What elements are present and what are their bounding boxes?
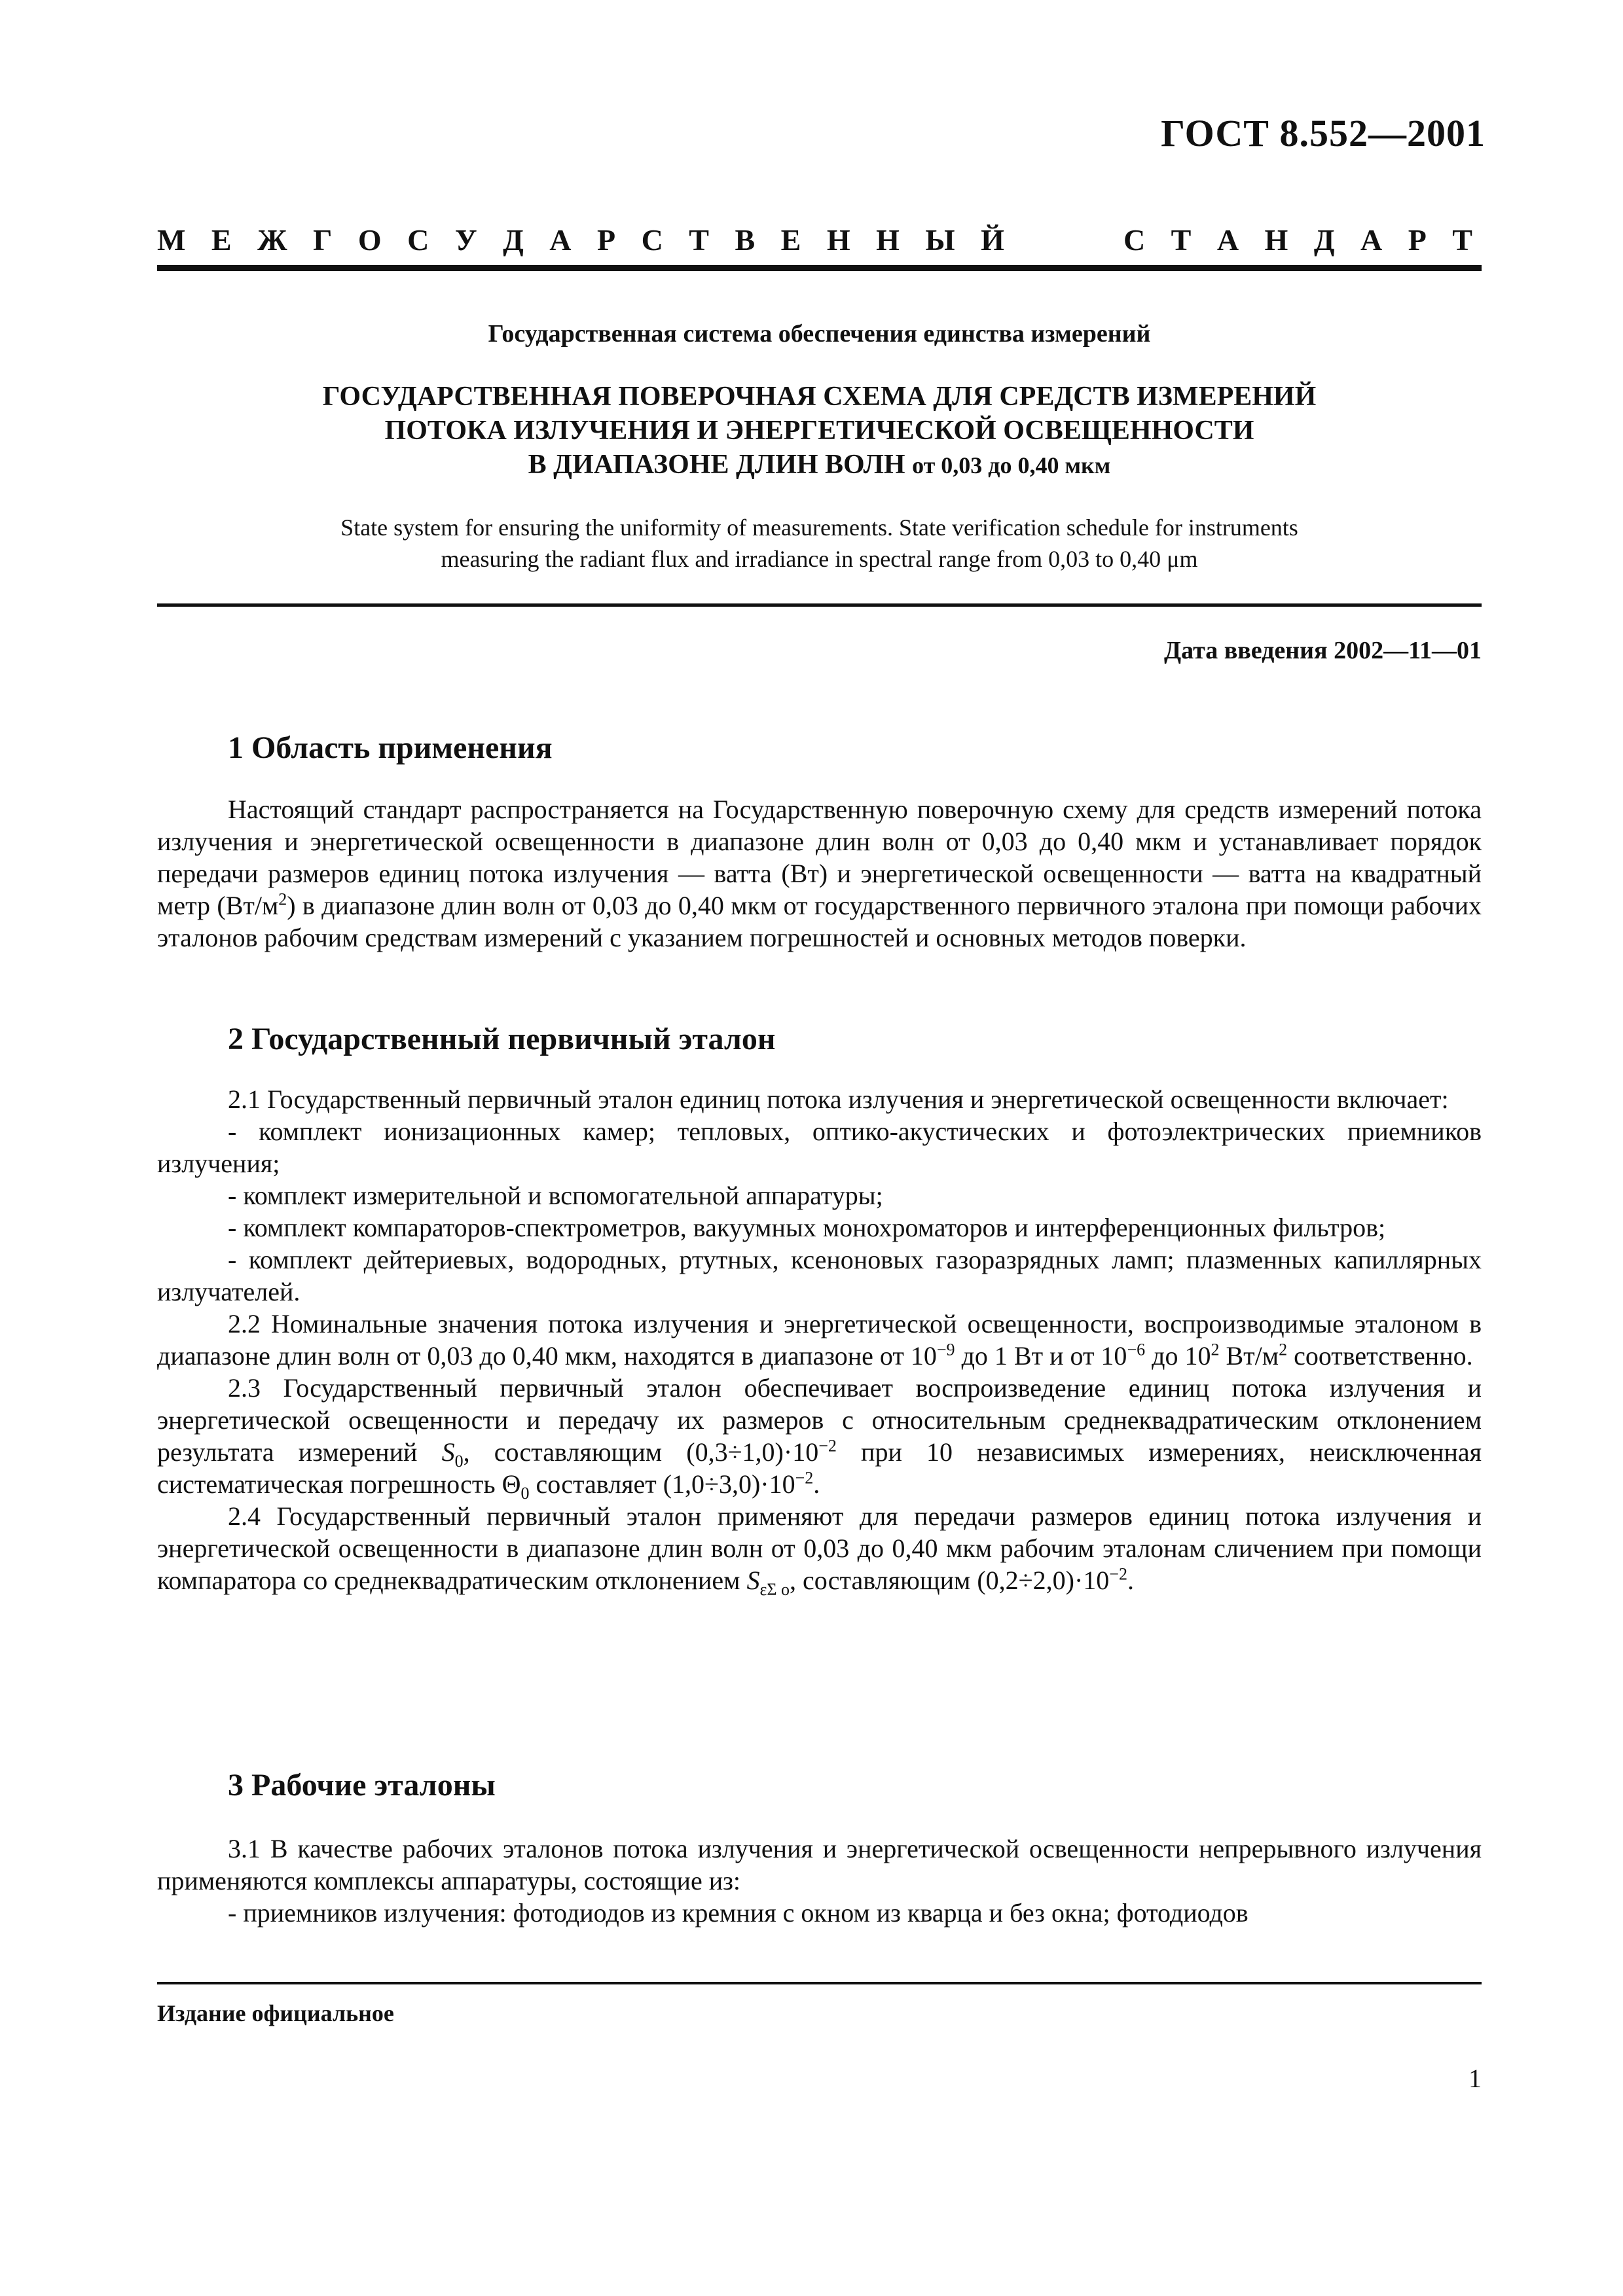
subscript: 0 (454, 1452, 464, 1471)
list-item: - приемников излучения: фотодиодов из кремния с окном из кварца и без окна; фотодиодов (228, 1898, 1249, 1928)
intro-date: Дата введения 2002—11—01 (1163, 637, 1482, 664)
banner-word-standard: С Т А Н Д А Р Т (1123, 223, 1482, 257)
subscript: εΣ о (759, 1580, 790, 1599)
superscript: −9 (936, 1340, 955, 1359)
text-run: , составляющим (0,2÷2,0)·10 (790, 1566, 1110, 1595)
subscript: 0 (520, 1484, 530, 1503)
text-run: 2.2 Номинальные значения потока излучения и энергетической освещенности, воспроизводимые эталоном в диапазоне длин волн от 0,03 до 0,40 мкм, находятся в диапазоне от 10 (157, 1309, 1482, 1371)
banner-word-interstate: М Е Ж Г О С У Д А Р С Т В Е Н Н Ы Й (157, 223, 1013, 257)
superscript: 2 (278, 889, 287, 909)
text-run: 2.3 Государственный первичный эталон обеспечивает воспроизведение единиц потока излучения и энергетической освещенности и передачу их размеров с относительным среднеквадратическим отклонением результата измерений (157, 1373, 1482, 1467)
english-title-line-1: State system for ensuring the uniformity of measurements. State verification schedule for instruments (340, 514, 1298, 541)
text-run: составляет (1,0÷3,0)·10 (529, 1469, 795, 1499)
section-1-body (157, 793, 1482, 954)
paragraph-2-4 (157, 1500, 1482, 1599)
section-1-heading: 1 Область применения (228, 730, 553, 765)
title-line-2: ПОТОКА ИЗЛУЧЕНИЯ И ЭНЕРГЕТИЧЕСКОЙ ОСВЕЩЕННОСТИ (384, 416, 1254, 446)
superscript: 2 (1279, 1340, 1288, 1359)
text-run: до 1 Вт и от 10 (955, 1341, 1127, 1371)
title-rule (157, 603, 1482, 607)
footer-rule (157, 1982, 1482, 1984)
paragraph-2-3 (157, 1372, 1482, 1503)
system-line: Государственная система обеспечения единства измерений (488, 320, 1151, 348)
list-item: - комплект дейтериевых, водородных, ртутных, ксеноновых газоразрядных ламп; плазменных капиллярных излучателей. (157, 1245, 1482, 1306)
text-run: при 10 независимых измерениях, неисключенная систематическая погрешность Θ (157, 1437, 1482, 1499)
superscript: −2 (1109, 1564, 1127, 1584)
text-run: до 10 (1145, 1341, 1211, 1371)
section-3-heading: 3 Рабочие эталоны (228, 1768, 496, 1803)
edition-label: Издание официальное (157, 2000, 394, 2026)
title-line-3-upper: В ДИАПАЗОНЕ ДЛИН ВОЛН (528, 450, 905, 480)
english-title-line-2: measuring the radiant flux and irradiance in spectral range from 0,03 to 0,40 μm (441, 546, 1198, 572)
superscript: −6 (1127, 1340, 1146, 1359)
math-symbol: S (441, 1437, 455, 1467)
superscript: −2 (818, 1436, 837, 1456)
section-2-heading: 2 Государственный первичный эталон (228, 1022, 776, 1056)
list-item: - комплект измерительной и вспомогательной аппаратуры; (228, 1181, 883, 1210)
paragraph-3-1: 3.1 В качестве рабочих эталонов потока излучения и энергетической освещенности непрерывного излучения применяются комплексы аппаратуры, состоящие из: (157, 1834, 1482, 1895)
document-title (157, 380, 1482, 482)
page-number: 1 (1468, 2064, 1482, 2093)
title-line-3 (157, 448, 1482, 482)
list-item: - комплект компараторов-спектрометров, вакуумных монохроматоров и интерференционных фильтров; (228, 1213, 1386, 1242)
section-1-paragraph (157, 793, 1482, 954)
superscript: −2 (795, 1468, 814, 1488)
text-run: ) в диапазоне длин волн от 0,03 до 0,40 мкм от государственного первичного эталона при помощи рабочих эталонов рабочим средствам измерений с указанием погрешностей и основных методов поверки. (157, 891, 1482, 952)
text-run: . (813, 1469, 820, 1499)
doc-number: ГОСТ 8.552—2001 (1161, 112, 1486, 154)
section-3-body (157, 1833, 1482, 1929)
interstate-standard-banner (157, 223, 1482, 257)
paragraph-2-1: 2.1 Государственный первичный эталон единиц потока излучения и энергетической освещенности включает: (228, 1085, 1449, 1114)
paragraph-2-2 (157, 1308, 1482, 1372)
english-title (157, 512, 1482, 575)
superscript: 2 (1211, 1340, 1220, 1359)
text-run: 2.4 Государственный первичный эталон применяют для передачи размеров единиц потока излучения и энергетической освещенности в диапазоне длин волн от 0,03 до 0,40 мкм рабочим эталонам сличением при помощи компаратора со среднеквадратическим отклонением (157, 1501, 1482, 1595)
text-run: соответственно. (1287, 1341, 1473, 1371)
math-symbol: S (746, 1566, 760, 1595)
title-line-1: ГОСУДАРСТВЕННАЯ ПОВЕРОЧНАЯ СХЕМА ДЛЯ СРЕДСТВ ИЗМЕРЕНИЙ (322, 382, 1317, 412)
text-run: Настоящий стандарт распространяется на Государственную поверочную схему для средств измерений потока излучения и энергетической освещенности в диапазоне длин волн от 0,03 до 0,40 мкм и устанавливает порядок передачи размеров единиц потока излучения — ватта (Вт) и энергетической освещенности — ватта на квадратный метр (Вт/м (157, 795, 1482, 920)
text-run: . (1127, 1566, 1134, 1595)
list-item: - комплект ионизационных камер; тепловых, оптико-акустических и фотоэлектрических приемников излучения; (157, 1117, 1482, 1178)
section-2-body (157, 1083, 1482, 1599)
text-run: , составляющим (0,3÷1,0)·10 (463, 1437, 819, 1467)
header-rule (157, 265, 1482, 271)
text-run: Вт/м (1219, 1341, 1279, 1371)
title-line-3-lower: от 0,03 до 0,40 мкм (912, 452, 1111, 478)
